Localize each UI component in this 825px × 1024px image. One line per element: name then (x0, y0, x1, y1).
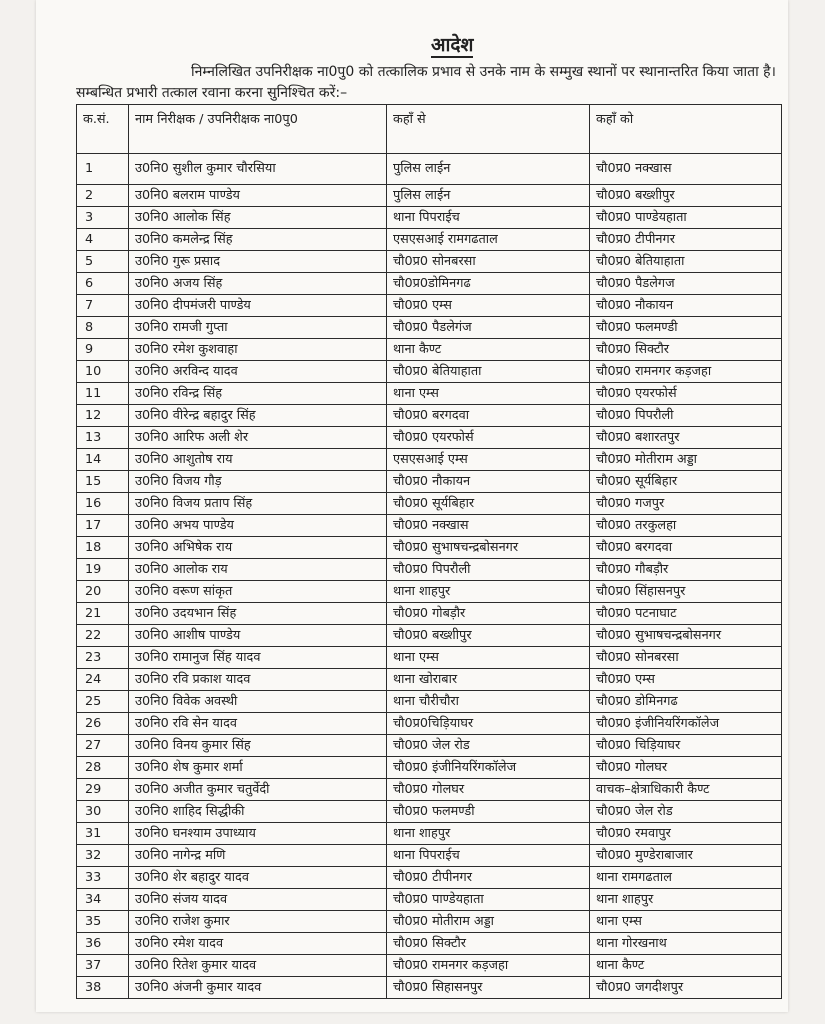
cell-to: चौ0प्र0 पिपरौली (590, 405, 782, 427)
cell-to: चौ0प्र0 मुण्डेराबाजार (590, 845, 782, 867)
cell-from: चौ0प्र0 बरगदवा (387, 405, 590, 427)
cell-serial: 20 (77, 581, 129, 603)
table-row (77, 471, 782, 493)
table-row (77, 977, 782, 999)
table-row (77, 273, 782, 295)
table-row (77, 735, 782, 757)
cell-name: उ0नि0 वरूण सांकृत (129, 581, 387, 603)
cell-name: उ0नि0 रामजी गुप्ता (129, 317, 387, 339)
cell-from: चौ0प्र0 फलमण्डी (387, 801, 590, 823)
cell-from: थाना एम्स (387, 383, 590, 405)
cell-from: थाना कैण्ट (387, 339, 590, 361)
cell-to: चौ0प्र0 फलमण्डी (590, 317, 782, 339)
table-row (77, 603, 782, 625)
cell-name: उ0नि0 रवि सेन यादव (129, 713, 387, 735)
cell-from: थाना शाहपुर (387, 581, 590, 603)
cell-name: उ0नि0 विजय प्रताप सिंह (129, 493, 387, 515)
table-row (77, 713, 782, 735)
table-row (77, 559, 782, 581)
cell-to: चौ0प्र0 डोमिनगढ (590, 691, 782, 713)
table-row (77, 581, 782, 603)
cell-serial: 31 (77, 823, 129, 845)
cell-from: चौ0प्र0 गोबड़ौर (387, 603, 590, 625)
cell-serial: 17 (77, 515, 129, 537)
cell-to: थाना एम्स (590, 911, 782, 933)
cell-serial: 37 (77, 955, 129, 977)
table-row (77, 515, 782, 537)
cell-from: थाना पिपराईच (387, 845, 590, 867)
cell-to: वाचक–क्षेत्राधिकारी कैण्ट (590, 779, 782, 801)
document-title: आदेश (431, 34, 474, 56)
cell-from: चौ0प्र0 रामनगर कड़जहा (387, 955, 590, 977)
cell-from: चौ0प्र0 पिपरौली (387, 559, 590, 581)
cell-name: उ0नि0 आरिफ अली शेर (129, 427, 387, 449)
table-row (77, 339, 782, 361)
cell-from: चौ0प्र0 नौकायन (387, 471, 590, 493)
cell-name: उ0नि0 नागेन्द्र मणि (129, 845, 387, 867)
cell-name: उ0नि0 अजय सिंह (129, 273, 387, 295)
cell-from: थाना चौरीचौरा (387, 691, 590, 713)
cell-serial: 12 (77, 405, 129, 427)
cell-to: चौ0प्र0 पटनाघाट (590, 603, 782, 625)
cell-serial: 11 (77, 383, 129, 405)
cell-to: चौ0प्र0 सोनबरसा (590, 647, 782, 669)
cell-serial: 25 (77, 691, 129, 713)
cell-name: उ0नि0 संजय यादव (129, 889, 387, 911)
cell-serial: 7 (77, 295, 129, 317)
cell-to: चौ0प्र0 गोलघर (590, 757, 782, 779)
cell-from: चौ0प्र0 गोलघर (387, 779, 590, 801)
cell-to: चौ0प्र0 बशारतपुर (590, 427, 782, 449)
cell-name: उ0नि0 विजय गौड़ (129, 471, 387, 493)
table-row (77, 251, 782, 273)
cell-name: उ0नि0 सुशील कुमार चौरसिया (129, 154, 387, 185)
table-row (77, 801, 782, 823)
cell-to: चौ0प्र0 बख्शीपुर (590, 185, 782, 207)
cell-serial: 13 (77, 427, 129, 449)
cell-name: उ0नि0 अभय पाण्डेय (129, 515, 387, 537)
table-row (77, 823, 782, 845)
cell-to: चौ0प्र0 एम्स (590, 669, 782, 691)
cell-from: थाना शाहपुर (387, 823, 590, 845)
cell-from: चौ0प्र0 टीपीनगर (387, 867, 590, 889)
table-row (77, 383, 782, 405)
table-row (77, 933, 782, 955)
cell-serial: 18 (77, 537, 129, 559)
cell-to: चौ0प्र0 सुभाषचन्द्रबोसनगर (590, 625, 782, 647)
cell-name: उ0नि0 उदयभान सिंह (129, 603, 387, 625)
cell-from: चौ0प्र0 एम्स (387, 295, 590, 317)
cell-from: पुलिस लाईन (387, 154, 590, 185)
cell-serial: 30 (77, 801, 129, 823)
cell-serial: 36 (77, 933, 129, 955)
cell-to: चौ0प्र0 मोतीराम अड्डा (590, 449, 782, 471)
cell-to: चौ0प्र0 जगदीशपुर (590, 977, 782, 999)
cell-name: उ0नि0 विनय कुमार सिंह (129, 735, 387, 757)
cell-serial: 28 (77, 757, 129, 779)
cell-to: चौ0प्र0 रामनगर कड़जहा (590, 361, 782, 383)
table-row (77, 295, 782, 317)
cell-from: चौ0प्र0 नक्खास (387, 515, 590, 537)
cell-name: उ0नि0 गुरू प्रसाद (129, 251, 387, 273)
cell-serial: 3 (77, 207, 129, 229)
cell-to: चौ0प्र0 बरगदवा (590, 537, 782, 559)
cell-to: थाना रामगढताल (590, 867, 782, 889)
cell-name: उ0नि0 आशुतोष राय (129, 449, 387, 471)
cell-name: उ0नि0 कमलेन्द्र सिंह (129, 229, 387, 251)
table-row (77, 669, 782, 691)
table-row (77, 845, 782, 867)
document-page (36, 0, 788, 1012)
cell-from: चौ0प्र0 मोतीराम अड्डा (387, 911, 590, 933)
cell-name: उ0नि0 रामानुज सिंह यादव (129, 647, 387, 669)
cell-serial: 2 (77, 185, 129, 207)
cell-serial: 1 (77, 154, 129, 185)
intro-paragraph: निम्नलिखित उपनिरीक्षक ना0पु0 को तत्कालिक प्रभाव से उनके नाम के सम्मुख स्थानों पर स्थानान्तरित किया जाता है। सम्बन्धित प्रभारी तत्काल रवाना करना सुनिश्चित करें:– (76, 64, 776, 101)
cell-name: उ0नि0 शाहिद सिद्धीकी (129, 801, 387, 823)
cell-from: चौ0प्र0 इंजीनियरिंगकॉलेज (387, 757, 590, 779)
cell-serial: 15 (77, 471, 129, 493)
cell-to: चौ0प्र0 पैडलेगज (590, 273, 782, 295)
table-row (77, 185, 782, 207)
table-row (77, 207, 782, 229)
cell-to: थाना शाहपुर (590, 889, 782, 911)
cell-from: चौ0प्र0 सिक्टौर (387, 933, 590, 955)
table-row (77, 955, 782, 977)
cell-serial: 5 (77, 251, 129, 273)
table-row (77, 493, 782, 515)
table-row (77, 911, 782, 933)
cell-serial: 6 (77, 273, 129, 295)
cell-from: चौ0प्र0 सोनबरसा (387, 251, 590, 273)
cell-serial: 27 (77, 735, 129, 757)
cell-to: चौ0प्र0 नक्खास (590, 154, 782, 185)
cell-serial: 26 (77, 713, 129, 735)
cell-to: चौ0प्र0 तरकुलहा (590, 515, 782, 537)
cell-to: चौ0प्र0 पाण्डेयहाता (590, 207, 782, 229)
cell-serial: 33 (77, 867, 129, 889)
cell-serial: 32 (77, 845, 129, 867)
cell-from: चौ0प्र0 जेल रोड (387, 735, 590, 757)
cell-name: उ0नि0 आलोक सिंह (129, 207, 387, 229)
cell-from: थाना पिपराईच (387, 207, 590, 229)
cell-serial: 19 (77, 559, 129, 581)
cell-name: उ0नि0 दीपमंजरी पाण्डेय (129, 295, 387, 317)
cell-to: थाना गोरखनाथ (590, 933, 782, 955)
table-header-row (77, 105, 782, 154)
cell-from: चौ0प्र0 सुभाषचन्द्रबोसनगर (387, 537, 590, 559)
cell-name: उ0नि0 रवि प्रकाश यादव (129, 669, 387, 691)
table-row (77, 889, 782, 911)
cell-from: एसएसआई एम्स (387, 449, 590, 471)
cell-serial: 34 (77, 889, 129, 911)
cell-name: उ0नि0 रमेश यादव (129, 933, 387, 955)
cell-name: उ0नि0 रमेश कुशवाहा (129, 339, 387, 361)
cell-name: उ0नि0 रविन्द्र सिंह (129, 383, 387, 405)
cell-from: चौ0प्र0 एयरफोर्स (387, 427, 590, 449)
transfer-table (76, 104, 782, 999)
cell-to: चौ0प्र0 सिक्टौर (590, 339, 782, 361)
table-row (77, 405, 782, 427)
table-row (77, 449, 782, 471)
cell-to: चौ0प्र0 सूर्यबिहार (590, 471, 782, 493)
cell-to: चौ0प्र0 रमवापुर (590, 823, 782, 845)
cell-to: चौ0प्र0 चिड़ियाघर (590, 735, 782, 757)
header-from: कहाँ से (387, 105, 590, 154)
header-serial: क.सं. (77, 105, 129, 154)
cell-name: उ0नि0 शेर बहादुर यादव (129, 867, 387, 889)
cell-name: उ0नि0 घनश्याम उपाध्याय (129, 823, 387, 845)
table-body (77, 154, 782, 999)
cell-name: उ0नि0 शेष कुमार शर्मा (129, 757, 387, 779)
cell-serial: 8 (77, 317, 129, 339)
table-row (77, 691, 782, 713)
cell-serial: 9 (77, 339, 129, 361)
table-row (77, 647, 782, 669)
cell-to: चौ0प्र0 इंजीनियरिंगकॉलेज (590, 713, 782, 735)
cell-to: चौ0प्र0 टीपीनगर (590, 229, 782, 251)
cell-name: उ0नि0 रितेश कुमार यादव (129, 955, 387, 977)
cell-to: चौ0प्र0 एयरफोर्स (590, 383, 782, 405)
header-to: कहाँ को (590, 105, 782, 154)
cell-from: चौ0प्र0चिड़ियाघर (387, 713, 590, 735)
cell-to: चौ0प्र0 नौकायन (590, 295, 782, 317)
cell-to: चौ0प्र0 जेल रोड (590, 801, 782, 823)
cell-from: चौ0प्र0 पैडलेगंज (387, 317, 590, 339)
table-row (77, 625, 782, 647)
table-row (77, 779, 782, 801)
cell-to: थाना कैण्ट (590, 955, 782, 977)
cell-serial: 4 (77, 229, 129, 251)
cell-from: चौ0प्र0डोमिनगढ (387, 273, 590, 295)
cell-name: उ0नि0 अरविन्द यादव (129, 361, 387, 383)
cell-to: चौ0प्र0 सिंहासनपुर (590, 581, 782, 603)
cell-from: चौ0प्र0 सूर्यबिहार (387, 493, 590, 515)
cell-from: चौ0प्र0 पाण्डेयहाता (387, 889, 590, 911)
cell-serial: 10 (77, 361, 129, 383)
cell-name: उ0नि0 वीरेन्द्र बहादुर सिंह (129, 405, 387, 427)
cell-serial: 35 (77, 911, 129, 933)
cell-serial: 22 (77, 625, 129, 647)
cell-name: उ0नि0 अजीत कुमार चतुर्वेदी (129, 779, 387, 801)
cell-serial: 21 (77, 603, 129, 625)
cell-to: चौ0प्र0 गौबड़ौर (590, 559, 782, 581)
table-row (77, 427, 782, 449)
cell-from: थाना खोराबार (387, 669, 590, 691)
cell-from: चौ0प्र0 बेतियाहाता (387, 361, 590, 383)
cell-name: उ0नि0 आशीष पाण्डेय (129, 625, 387, 647)
cell-serial: 14 (77, 449, 129, 471)
table-row (77, 154, 782, 185)
cell-from: पुलिस लाईन (387, 185, 590, 207)
cell-to: चौ0प्र0 गजपुर (590, 493, 782, 515)
cell-name: उ0नि0 राजेश कुमार (129, 911, 387, 933)
header-name: नाम निरीक्षक / उपनिरीक्षक ना0पु0 (129, 105, 387, 154)
cell-serial: 24 (77, 669, 129, 691)
table-row (77, 229, 782, 251)
cell-name: उ0नि0 विवेक अवस्थी (129, 691, 387, 713)
cell-serial: 16 (77, 493, 129, 515)
table-row (77, 361, 782, 383)
cell-from: चौ0प्र0 सिहासनपुर (387, 977, 590, 999)
cell-from: थाना एम्स (387, 647, 590, 669)
table-row (77, 317, 782, 339)
cell-from: एसएसआई रामगढताल (387, 229, 590, 251)
table-row (77, 537, 782, 559)
cell-from: चौ0प्र0 बख्शीपुर (387, 625, 590, 647)
table-row (77, 757, 782, 779)
cell-name: उ0नि0 बलराम पाण्डेय (129, 185, 387, 207)
cell-name: उ0नि0 अभिषेक राय (129, 537, 387, 559)
table-row (77, 867, 782, 889)
cell-to: चौ0प्र0 बेतियाहाता (590, 251, 782, 273)
cell-name: उ0नि0 अंजनी कुमार यादव (129, 977, 387, 999)
cell-serial: 29 (77, 779, 129, 801)
cell-name: उ0नि0 आलोक राय (129, 559, 387, 581)
cell-serial: 23 (77, 647, 129, 669)
cell-serial: 38 (77, 977, 129, 999)
